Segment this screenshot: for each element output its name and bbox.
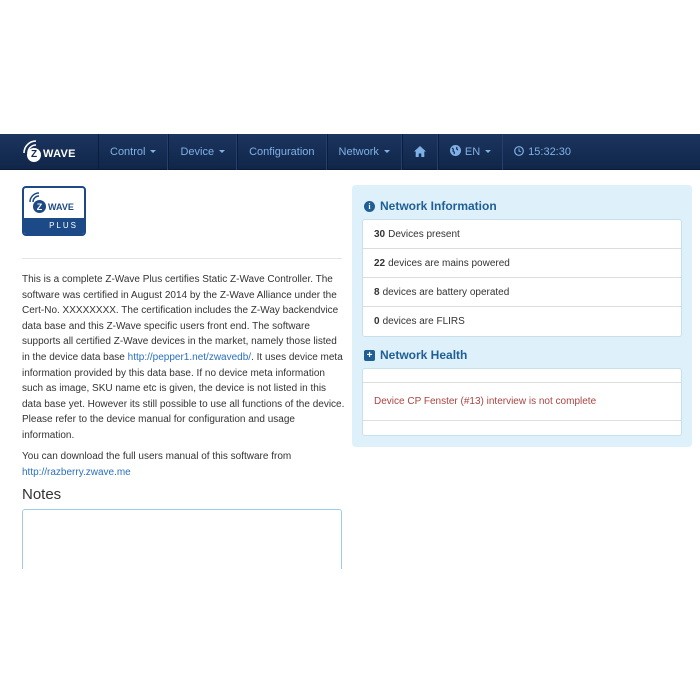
network-health-heading [364, 348, 467, 362]
logo-mark: Z [33, 200, 46, 213]
brand-mark: Z [27, 148, 41, 162]
nav-configuration-label: Configuration [249, 145, 315, 158]
nav-network-menu[interactable] [327, 134, 402, 170]
list-item [363, 369, 681, 383]
item-label: devices are FLIRS [382, 316, 465, 327]
logo-plus-label: PLUS [24, 218, 84, 234]
network-info-heading [364, 199, 497, 213]
list-item [363, 278, 681, 307]
device-count: 0 [374, 316, 380, 327]
description-text-cont: . It uses device meta information provided by this data base. If no device meta information such as image, SKU name etc is given, the device is not listed in this data base yet. However its still possible to use all functions of the device. Please refer to the device manual for configuration and usage information. [22, 351, 345, 441]
plus-square-icon: + [364, 350, 375, 361]
notes-title: Notes [22, 486, 62, 503]
caret-down-icon [150, 150, 156, 153]
globe-icon [450, 145, 461, 159]
item-label: devices are battery operated [382, 286, 510, 298]
nav-control-label: Control [110, 145, 146, 158]
notes-textarea[interactable] [22, 509, 342, 569]
nav-network-label: Network [338, 145, 379, 158]
item-label: Devices present [388, 228, 460, 240]
zwave-brand-logo[interactable] [0, 134, 98, 170]
caret-down-icon [384, 150, 390, 153]
brand-text: WAVE [43, 147, 76, 160]
nav-configuration[interactable] [237, 134, 326, 170]
download-info [22, 449, 346, 480]
list-item [363, 307, 681, 336]
certification-description [22, 272, 346, 444]
home-icon [414, 146, 426, 157]
nav-home-button[interactable] [402, 134, 438, 170]
nav-control-menu[interactable] [98, 134, 168, 170]
list-item [363, 249, 681, 278]
description-text: This is a complete Z-Wave Plus certifies Static Z-Wave Controller. The software was certified in August 2014 by the Z-Wave Alliance under the Cert-No. XXXXXXXX. The certification includes the Z-Way backendvice data base and this Z-Wave specific users front end. The software supports all certified Z-Wave devices in the market, namely those listed in the device data base [22, 274, 339, 363]
health-warning[interactable]: Device CP Fenster (#13) interview is not complete [363, 383, 681, 421]
nav-device-label: Device [180, 145, 215, 158]
info-icon: i [364, 201, 375, 212]
clock-time: 15:32:30 [528, 145, 571, 158]
device-count: 8 [374, 286, 380, 298]
nav-clock [503, 134, 582, 170]
top-navbar [0, 134, 700, 170]
logo-top [24, 188, 84, 218]
divider [22, 258, 342, 259]
caret-down-icon [485, 150, 491, 153]
caret-down-icon [219, 150, 225, 153]
nav-language-menu[interactable] [438, 134, 503, 170]
zwave-plus-logo [22, 186, 86, 236]
list-item [363, 421, 681, 435]
network-info-title: Network Information [380, 199, 497, 213]
download-text: You can download the full users manual of this software from [22, 451, 292, 462]
device-count: 22 [374, 257, 386, 269]
logo-text: WAVE [48, 202, 74, 212]
network-panel [352, 185, 692, 447]
nav-device-menu[interactable] [168, 134, 237, 170]
clock-icon [514, 145, 524, 159]
network-info-list [362, 219, 682, 337]
network-health-list [362, 368, 682, 436]
list-item [363, 220, 681, 249]
item-label: devices are mains powered [388, 257, 510, 269]
zwavedb-link[interactable]: http://pepper1.net/zwavedb/ [127, 351, 252, 363]
network-health-title: Network Health [380, 348, 468, 362]
razberry-link[interactable]: http://razberry.zwave.me [22, 466, 131, 478]
device-count: 30 [374, 228, 386, 240]
language-label: EN [464, 145, 481, 158]
